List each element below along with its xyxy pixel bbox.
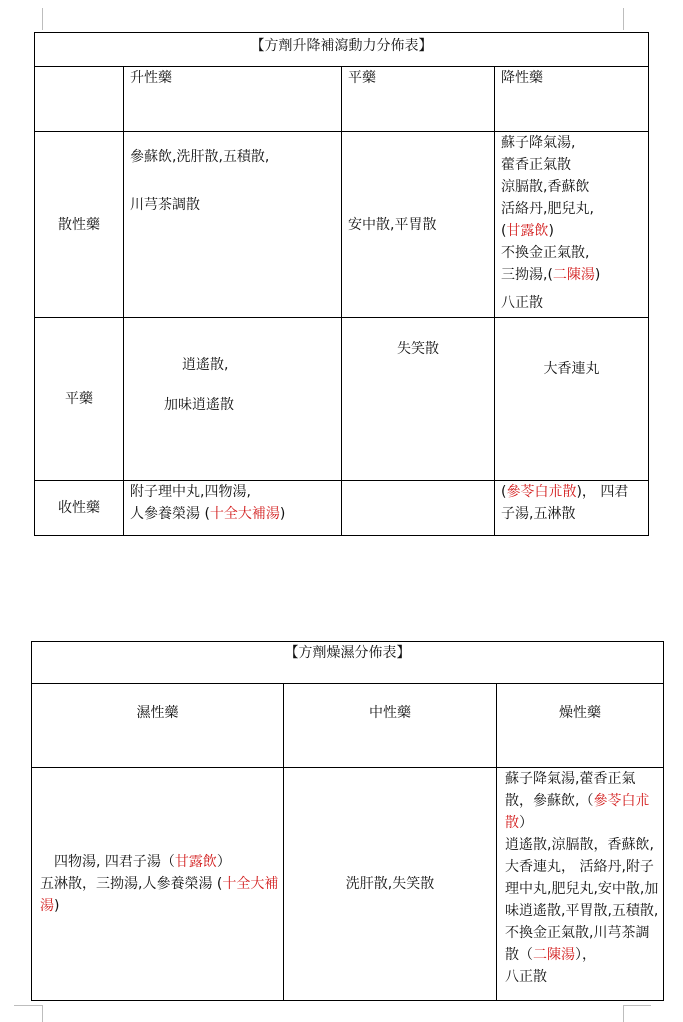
crop-mark-bottom-left-v — [42, 1005, 43, 1022]
header-neutral: 中性藥 — [284, 684, 497, 768]
highlight-text: 十全大補湯 — [209, 506, 280, 522]
cell-astringent-neutral — [342, 481, 495, 536]
crop-mark-top-right-v — [623, 8, 624, 30]
table-row — [35, 132, 649, 318]
cell-astringent-rising: 附子理中丸,四物湯, 人參養榮湯 (十全大補湯) — [124, 481, 342, 536]
dry-wet-distribution-table — [31, 641, 664, 1001]
highlight-text: 二陳湯 — [533, 947, 575, 963]
row-label-astringent: 收性藥 — [35, 481, 124, 536]
table-header-row — [32, 684, 664, 768]
cell-dispersing-falling: 蘇子降氣湯, 藿香正氣散 涼膈散,香蘇飲 活絡丹,肥兒丸, (甘露飲) 不換金正氣散, 三拗湯,(二陳湯) 八正散 — [495, 132, 649, 318]
cell-dispersing-neutral: 安中散,平胃散 — [342, 132, 495, 318]
highlight-text: 甘露飲 — [174, 854, 217, 870]
table-row — [35, 318, 649, 481]
table-row — [32, 768, 664, 1001]
row-label-neutral: 平藥 — [35, 318, 124, 481]
highlight-text: 參苓白朮散 — [506, 484, 577, 500]
header-empty-cell — [35, 67, 124, 132]
dynamics-distribution-table — [34, 32, 649, 536]
cell-wet: 四物湯, 四君子湯（甘露飲） 五淋散，三拗湯,人參養榮湯 (十全大補湯) — [32, 768, 284, 1001]
cell-dry: 蘇子降氣湯,藿香正氣散，參蘇飲,（參苓白朮散） 逍遙散,涼膈散，香蘇飲,大香連丸， 活絡丹,附子理中丸,肥兒丸,安中散,加味逍遙散,平胃散,五積散,不換金正氣散,川芎茶調散（二陳湯）， 八正散 — [497, 768, 664, 1001]
table-title-row — [35, 33, 649, 67]
header-rising: 升性藥 — [124, 67, 342, 132]
header-neutral: 平藥 — [342, 67, 495, 132]
cell-dispersing-rising: 參蘇飲,洗肝散,五積散, 川芎茶調散 — [124, 132, 342, 318]
highlight-text: 二陳湯 — [552, 267, 595, 283]
header-falling: 降性藥 — [495, 67, 649, 132]
table-title-row — [32, 642, 664, 684]
table-header-row — [35, 67, 649, 132]
highlight-text: 參苓白朮散 — [505, 793, 650, 831]
crop-mark-bottom-right-v — [623, 1005, 624, 1022]
table-title: 【方劑燥濕分佈表】 — [284, 645, 411, 661]
cell-neutral-falling: 大香連丸 — [495, 318, 649, 481]
table-row — [35, 481, 649, 536]
cell-neutral-rising: 逍遙散, 加味逍遙散 — [124, 318, 342, 481]
cell-astringent-falling: (參苓白朮散)， 四君子湯,五淋散 — [495, 481, 649, 536]
crop-mark-bottom-right-h — [623, 1005, 651, 1006]
table-title: 【方劑升降補瀉動力分佈表】 — [250, 38, 433, 54]
header-wet: 濕性藥 — [32, 684, 284, 768]
cell-neutral: 洗肝散,失笑散 — [284, 768, 497, 1001]
highlight-text: 十全大補湯 — [40, 876, 279, 914]
highlight-text: 甘露飲 — [506, 223, 549, 239]
crop-mark-bottom-left-h — [14, 1005, 42, 1006]
row-label-dispersing: 散性藥 — [35, 132, 124, 318]
crop-mark-top-left-v — [42, 8, 43, 30]
cell-neutral-neutral: 失笑散 — [342, 318, 495, 481]
header-dry: 燥性藥 — [497, 684, 664, 768]
